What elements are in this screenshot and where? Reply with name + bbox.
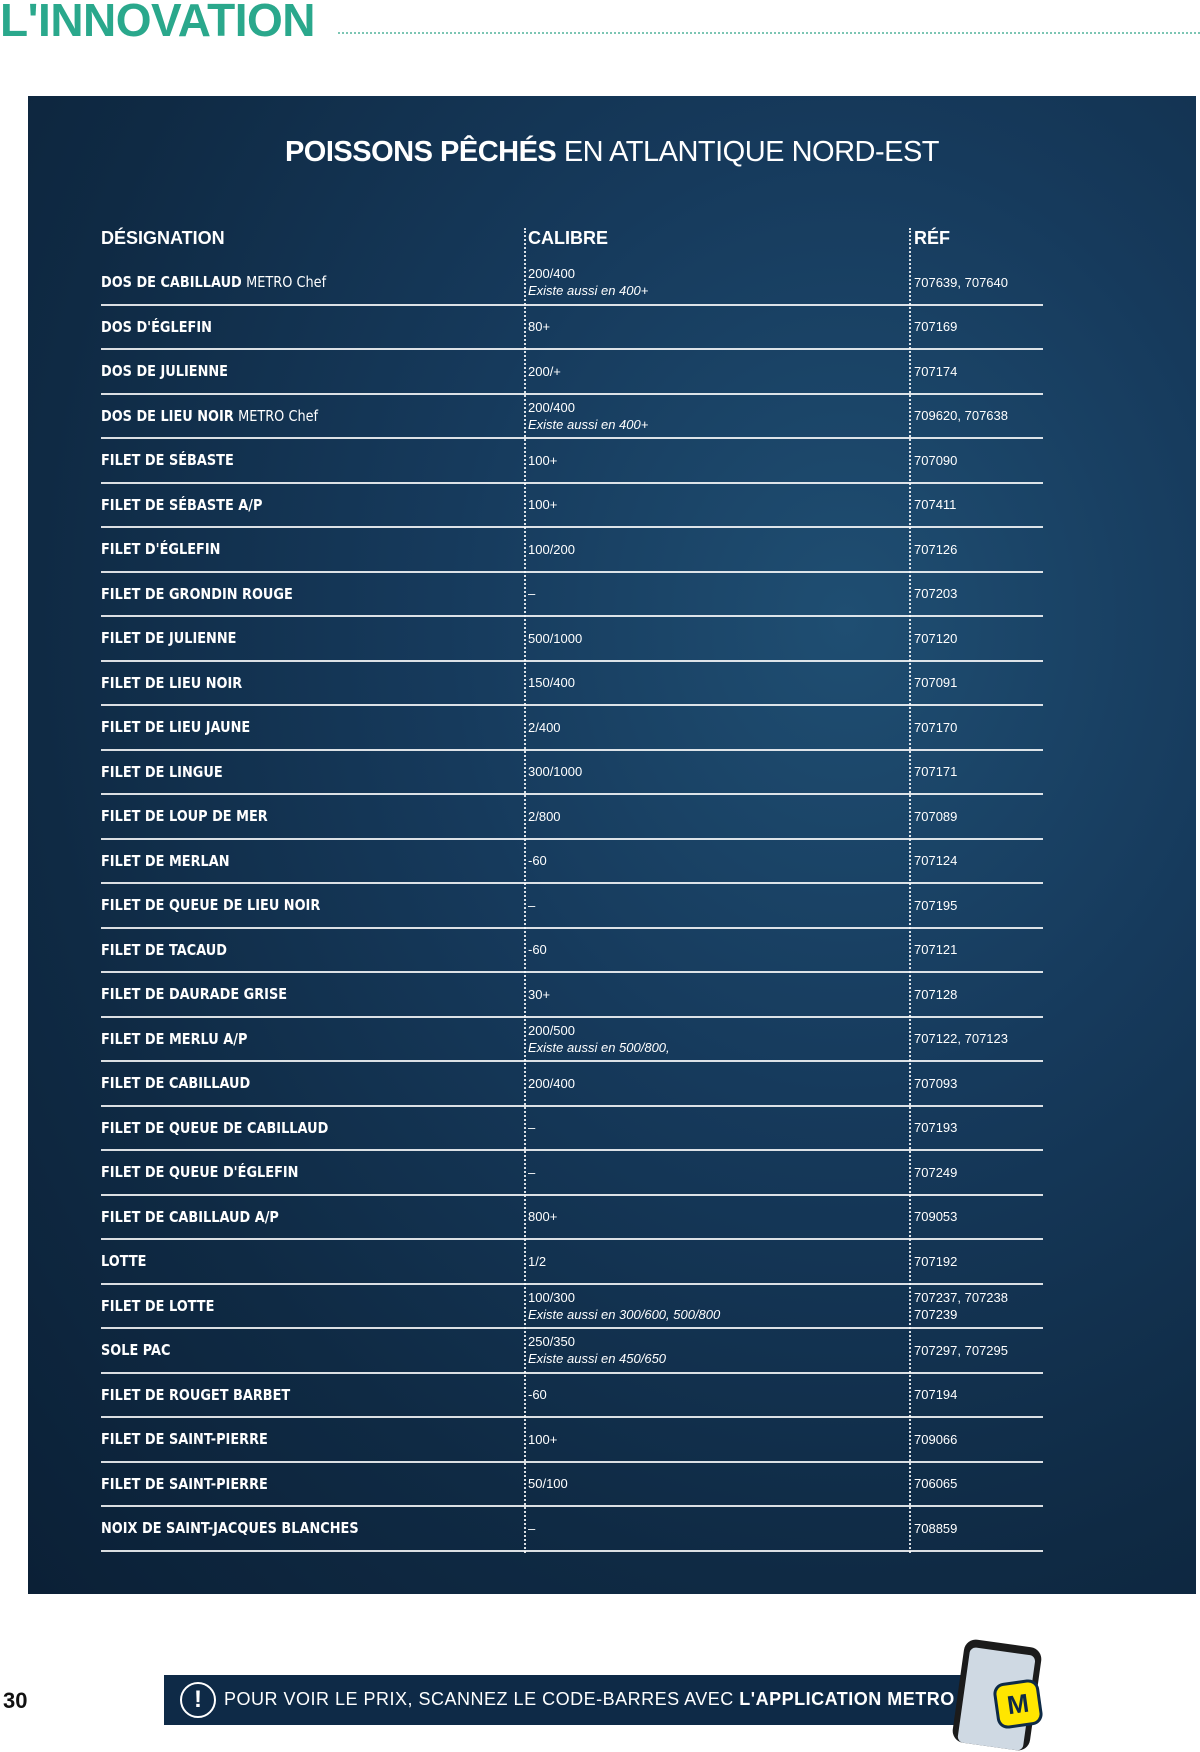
ref-value: 707203	[914, 586, 958, 602]
ref-value: 707120	[914, 630, 958, 646]
calibre-note: Existe aussi en 500/800,	[528, 1039, 670, 1055]
designation-name: DOS DE JULIENNE	[101, 362, 228, 381]
calibre-cell	[528, 1018, 670, 1061]
designation-cell	[101, 1285, 214, 1328]
ref-cell	[914, 1285, 1008, 1328]
designation-cell	[101, 1463, 268, 1506]
fish-table-panel	[28, 96, 1196, 1594]
ref-cell	[914, 617, 957, 660]
designation-cell	[101, 439, 234, 482]
ref-cell	[914, 1507, 957, 1550]
calibre-value: 80+	[528, 319, 551, 335]
scan-banner-text-bold: L'APPLICATION METRO	[739, 1689, 955, 1709]
calibre-value: –	[528, 1520, 536, 1536]
designation-cell	[101, 706, 250, 749]
designation-name: FILET DE LIEU JAUNE	[101, 718, 251, 737]
ref-value: 707192	[914, 1253, 958, 1269]
table-row	[101, 1507, 1043, 1552]
panel-title	[28, 136, 1196, 169]
scan-banner-text	[224, 1689, 955, 1710]
calibre-cell	[528, 350, 561, 393]
designation-brand: METRO Chef	[246, 273, 327, 292]
calibre-value: 1/2	[528, 1253, 547, 1269]
calibre-cell	[528, 528, 575, 571]
table-row	[101, 484, 1043, 529]
table-row	[101, 884, 1043, 929]
calibre-cell	[528, 662, 575, 705]
designation-cell	[101, 1240, 146, 1283]
ref-value: 707249	[914, 1164, 958, 1180]
ref-value: 707090	[914, 452, 958, 468]
calibre-value: -60	[528, 1387, 547, 1403]
designation-name: FILET DE SÉBASTE A/P	[101, 495, 263, 514]
calibre-note: Existe aussi en 400+	[528, 283, 649, 299]
calibre-value: 200/500	[528, 1022, 575, 1038]
ref-cell	[914, 528, 957, 571]
ref-cell	[914, 1018, 1008, 1061]
calibre-cell	[528, 573, 535, 616]
ref-value: 707195	[914, 897, 958, 913]
table-row	[101, 528, 1043, 573]
column-header-calibre: CALIBRE	[528, 228, 608, 248]
designation-cell	[101, 929, 227, 972]
ref-value: 707091	[914, 675, 958, 691]
designation-cell	[101, 1018, 247, 1061]
calibre-value: 50/100	[528, 1476, 568, 1492]
ref-cell	[914, 395, 1008, 438]
calibre-cell	[528, 795, 561, 838]
designation-cell	[101, 261, 326, 304]
ref-value: 707122, 707123	[914, 1031, 1008, 1047]
ref-cell	[914, 306, 957, 349]
table-row	[101, 350, 1043, 395]
ref-cell	[914, 1418, 957, 1461]
calibre-value: 100/200	[528, 541, 575, 557]
designation-name: FILET DE DAURADE GRISE	[101, 985, 288, 1004]
calibre-value: 200/400	[528, 399, 575, 415]
designation-cell	[101, 840, 230, 883]
designation-cell	[101, 973, 287, 1016]
ref-value: 708859	[914, 1520, 958, 1536]
table-row	[101, 1240, 1043, 1285]
ref-cell	[914, 884, 957, 927]
calibre-value: 200/+	[528, 363, 561, 379]
designation-name: FILET DE MERLAN	[101, 851, 230, 870]
calibre-cell	[528, 1285, 720, 1328]
table-row	[101, 617, 1043, 662]
ref-cell	[914, 1151, 957, 1194]
calibre-value: 100+	[528, 497, 558, 513]
calibre-note: Existe aussi en 450/650	[528, 1351, 667, 1367]
designation-name: FILET DE LINGUE	[101, 762, 223, 781]
table-row	[101, 751, 1043, 796]
designation-cell	[101, 1418, 268, 1461]
designation-name: FILET DE LOTTE	[101, 1296, 215, 1315]
table-row	[101, 840, 1043, 885]
designation-name: LOTTE	[101, 1252, 147, 1271]
designation-name: FILET DE CABILLAUD A/P	[101, 1207, 279, 1226]
ref-value: 709053	[914, 1209, 958, 1225]
table-row	[101, 795, 1043, 840]
calibre-cell	[528, 306, 550, 349]
designation-name: FILET DE QUEUE DE LIEU NOIR	[101, 896, 321, 915]
calibre-cell	[528, 1329, 666, 1372]
table-row	[101, 973, 1043, 1018]
designation-cell	[101, 1062, 250, 1105]
ref-value: 709066	[914, 1431, 958, 1447]
designation-cell	[101, 884, 320, 927]
metro-app-logo-icon: M	[995, 1681, 1040, 1726]
calibre-cell	[528, 973, 550, 1016]
ref-value: 707639, 707640	[914, 274, 1008, 290]
ref-value: 707193	[914, 1120, 958, 1136]
calibre-cell	[528, 1240, 546, 1283]
calibre-value: 2/800	[528, 808, 561, 824]
ref-cell	[914, 573, 957, 616]
ref-value: 707297, 707295	[914, 1342, 1008, 1358]
designation-cell	[101, 528, 220, 571]
ref-cell	[914, 1374, 957, 1417]
designation-name: FILET DE QUEUE D'ÉGLEFIN	[101, 1163, 299, 1182]
ref-value: 707171	[914, 764, 958, 780]
ref-cell	[914, 1240, 957, 1283]
designation-cell	[101, 1196, 279, 1239]
ref-cell	[914, 484, 956, 527]
calibre-value: –	[528, 1120, 536, 1136]
table-row	[101, 439, 1043, 484]
calibre-cell	[528, 1507, 535, 1550]
designation-name: FILET DE MERLU A/P	[101, 1029, 248, 1048]
ref-value: 707093	[914, 1075, 958, 1091]
calibre-value: 100/300	[528, 1289, 575, 1305]
calibre-cell	[528, 1463, 568, 1506]
table-row	[101, 1018, 1043, 1063]
column-header-ref: RÉF	[914, 228, 950, 248]
calibre-value: -60	[528, 853, 547, 869]
ref-cell	[914, 261, 1008, 304]
table-row	[101, 1418, 1043, 1463]
panel-title-rest: EN ATLANTIQUE NORD-EST	[563, 136, 940, 168]
ref-value: 707174	[914, 363, 958, 379]
table-row	[101, 395, 1043, 440]
page-section-title: L'INNOVATION	[0, 0, 315, 46]
calibre-cell	[528, 439, 557, 482]
designation-cell	[101, 751, 223, 794]
designation-cell	[101, 484, 262, 527]
calibre-cell	[528, 1196, 557, 1239]
designation-name: FILET DE LOUP DE MER	[101, 807, 268, 826]
calibre-value: 30+	[528, 986, 551, 1002]
designation-cell	[101, 1507, 359, 1550]
designation-name: FILET DE TACAUD	[101, 940, 227, 959]
ref-cell	[914, 1107, 957, 1150]
table-row	[101, 306, 1043, 351]
ref-cell	[914, 1062, 957, 1105]
ref-cell	[914, 439, 957, 482]
table-row	[101, 261, 1043, 306]
designation-name: DOS DE LIEU NOIR	[101, 406, 234, 425]
ref-cell	[914, 751, 957, 794]
table-row	[101, 573, 1043, 618]
designation-name: NOIX DE SAINT-JACQUES BLANCHES	[101, 1519, 359, 1538]
designation-name: DOS D'ÉGLEFIN	[101, 317, 212, 336]
ref-value-2: 707239	[914, 1306, 958, 1322]
calibre-cell	[528, 840, 547, 883]
calibre-value: 100+	[528, 1431, 558, 1447]
calibre-cell	[528, 1107, 535, 1150]
designation-name: SOLE PAC	[101, 1341, 171, 1360]
table-row	[101, 1062, 1043, 1107]
calibre-note: Existe aussi en 400+	[528, 416, 649, 432]
calibre-value: –	[528, 1164, 536, 1180]
ref-cell	[914, 1463, 957, 1506]
calibre-cell	[528, 395, 648, 438]
exclamation-icon: !	[180, 1682, 216, 1718]
designation-cell	[101, 1329, 171, 1372]
ref-cell	[914, 795, 957, 838]
calibre-cell	[528, 484, 557, 527]
calibre-cell	[528, 617, 582, 660]
calibre-value: 300/1000	[528, 764, 583, 780]
designation-cell	[101, 1374, 290, 1417]
header-dotted-rule	[338, 32, 1200, 34]
ref-cell	[914, 840, 957, 883]
designation-name: FILET DE LIEU NOIR	[101, 673, 243, 692]
ref-value: 707237, 707238	[914, 1289, 1008, 1305]
ref-value: 709620, 707638	[914, 408, 1008, 424]
calibre-cell	[528, 706, 561, 749]
designation-cell	[101, 662, 242, 705]
designation-name: FILET DE CABILLAUD	[101, 1074, 251, 1093]
table-row	[101, 1285, 1043, 1330]
designation-cell	[101, 395, 318, 438]
designation-name: FILET D'ÉGLEFIN	[101, 540, 221, 559]
scan-banner	[164, 1675, 994, 1725]
ref-cell	[914, 929, 957, 972]
ref-value: 707128	[914, 986, 958, 1002]
designation-cell	[101, 1151, 298, 1194]
ref-value: 707124	[914, 853, 958, 869]
designation-name: FILET DE QUEUE DE CABILLAUD	[101, 1118, 329, 1137]
ref-cell	[914, 1196, 957, 1239]
designation-name: FILET DE SAINT-PIERRE	[101, 1430, 268, 1449]
designation-name: FILET DE ROUGET BARBET	[101, 1385, 291, 1404]
table-row	[101, 1374, 1043, 1419]
calibre-value: -60	[528, 942, 547, 958]
page-number: 30	[3, 1688, 28, 1713]
calibre-cell	[528, 929, 547, 972]
calibre-value: 200/400	[528, 266, 575, 282]
table-row	[101, 662, 1043, 707]
designation-brand: METRO Chef	[238, 406, 319, 425]
ref-value: 707121	[914, 942, 958, 958]
table-row	[101, 1196, 1043, 1241]
calibre-cell	[528, 1151, 535, 1194]
calibre-cell	[528, 261, 648, 304]
panel-title-bold: POISSONS PÊCHÉS	[284, 136, 557, 168]
ref-value: 707126	[914, 541, 958, 557]
calibre-cell	[528, 884, 535, 927]
calibre-value: 250/350	[528, 1334, 575, 1350]
designation-cell	[101, 350, 228, 393]
designation-name: FILET DE JULIENNE	[101, 629, 237, 648]
ref-cell	[914, 706, 957, 749]
ref-cell	[914, 662, 957, 705]
table-row	[101, 706, 1043, 751]
designation-cell	[101, 617, 236, 660]
table-row	[101, 1107, 1043, 1152]
table-row	[101, 1151, 1043, 1196]
scan-banner-text-regular: POUR VOIR LE PRIX, SCANNEZ LE CODE-BARRES AVEC	[224, 1689, 740, 1709]
calibre-value: 800+	[528, 1209, 558, 1225]
ref-value: 707089	[914, 808, 958, 824]
calibre-value: 200/400	[528, 1075, 575, 1091]
ref-value: 707194	[914, 1387, 958, 1403]
calibre-value: 2/400	[528, 719, 561, 735]
ref-cell	[914, 973, 957, 1016]
column-header-designation: DÉSIGNATION	[101, 228, 225, 248]
calibre-cell	[528, 1418, 557, 1461]
calibre-cell	[528, 751, 582, 794]
calibre-cell	[528, 1374, 547, 1417]
designation-cell	[101, 1107, 328, 1150]
table-row	[101, 929, 1043, 974]
calibre-value: 150/400	[528, 675, 575, 691]
table-row	[101, 1329, 1043, 1374]
designation-name: FILET DE SAINT-PIERRE	[101, 1474, 268, 1493]
calibre-value: 500/1000	[528, 630, 583, 646]
calibre-value: –	[528, 897, 536, 913]
calibre-value: 100+	[528, 452, 558, 468]
fish-table	[101, 261, 1043, 1552]
designation-name: DOS DE CABILLAUD	[101, 273, 242, 292]
ref-cell	[914, 350, 957, 393]
ref-value: 707169	[914, 319, 958, 335]
designation-name: FILET DE SÉBASTE	[101, 451, 234, 470]
designation-cell	[101, 795, 268, 838]
designation-name: FILET DE GRONDIN ROUGE	[101, 584, 293, 603]
designation-cell	[101, 306, 212, 349]
ref-cell	[914, 1329, 1008, 1372]
table-row	[101, 1463, 1043, 1508]
calibre-note: Existe aussi en 300/600, 500/800	[528, 1306, 721, 1322]
ref-value: 707170	[914, 719, 958, 735]
calibre-cell	[528, 1062, 575, 1105]
ref-value: 707411	[914, 497, 957, 513]
ref-value: 706065	[914, 1476, 958, 1492]
designation-cell	[101, 573, 293, 616]
calibre-value: –	[528, 586, 536, 602]
